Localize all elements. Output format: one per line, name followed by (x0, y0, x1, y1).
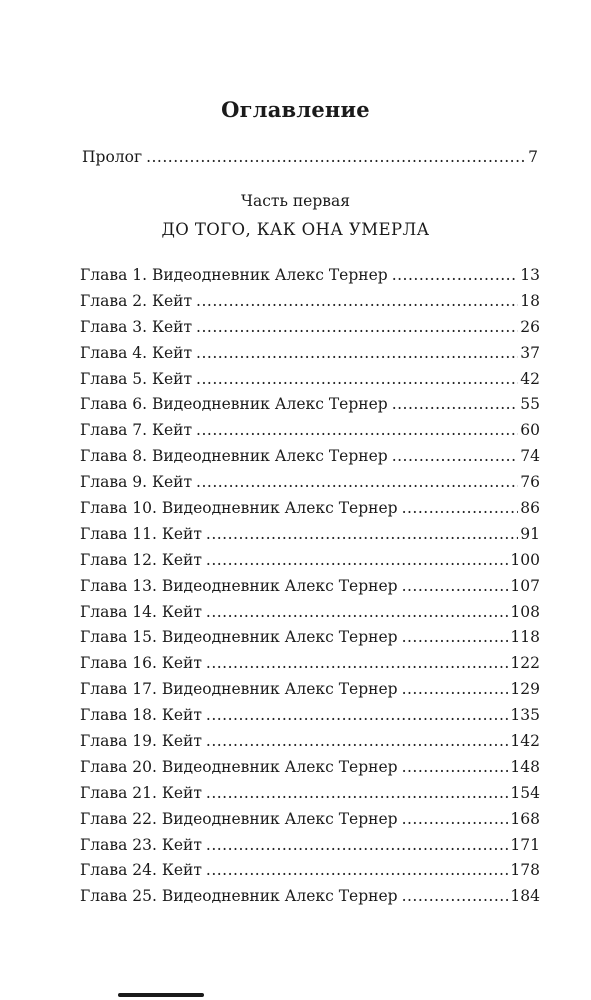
dot-leader (392, 446, 519, 466)
dot-leader (196, 343, 518, 363)
entry-page-number: 135 (510, 706, 540, 725)
entry-page-number: 42 (520, 369, 540, 388)
entry-label: Глава 5. Кейт (80, 369, 193, 388)
dot-leader (206, 783, 509, 803)
toc-entry (80, 627, 540, 653)
toc-entry (80, 472, 540, 498)
page-title: Оглавление (221, 97, 370, 122)
dot-leader (206, 524, 518, 544)
dot-leader (206, 705, 509, 725)
entry-label: Глава 6. Видеодневник Алекс Тернер (80, 395, 388, 414)
entry-page-number: 74 (520, 447, 540, 466)
toc-entry (80, 394, 540, 420)
entry-page-number: 108 (510, 602, 540, 621)
dot-leader (402, 809, 509, 829)
entry-page-number: 178 (510, 861, 540, 880)
dot-leader (402, 757, 509, 777)
toc-entry (80, 369, 540, 395)
chapter-list (80, 265, 540, 912)
toc-entry (80, 835, 540, 861)
entry-label: Глава 17. Видеодневник Алекс Тернер (80, 680, 398, 699)
toc-entry (80, 550, 540, 576)
toc-entry (80, 291, 540, 317)
dot-leader (392, 265, 519, 285)
entry-page-number: 168 (510, 809, 540, 828)
entry-label: Глава 4. Кейт (80, 343, 193, 362)
entry-label: Глава 14. Кейт (80, 602, 202, 621)
entry-label: Глава 24. Кейт (80, 861, 202, 880)
entry-label: Глава 9. Кейт (80, 473, 193, 492)
entry-label: Глава 7. Кейт (80, 421, 193, 440)
toc-entry (80, 576, 540, 602)
entry-label: Глава 3. Кейт (80, 317, 193, 336)
entry-label: Глава 10. Видеодневник Алекс Тернер (80, 499, 398, 518)
dot-leader (402, 627, 509, 647)
entry-label: Глава 25. Видеодневник Алекс Тернер (80, 887, 398, 906)
dot-leader (206, 550, 509, 570)
entry-page-number: 129 (510, 680, 540, 699)
entry-label: Глава 23. Кейт (80, 835, 202, 854)
dot-leader (402, 886, 509, 906)
entry-page-number: 55 (520, 395, 540, 414)
entry-page-number: 148 (510, 757, 540, 776)
dot-leader (196, 369, 518, 389)
entry-page-number: 184 (510, 887, 540, 906)
entry-label: Глава 12. Кейт (80, 550, 202, 569)
toc-entry (80, 446, 540, 472)
dot-leader (196, 317, 518, 337)
entry-page-number: 122 (510, 654, 540, 673)
dot-leader (206, 653, 509, 673)
entry-label: Глава 19. Кейт (80, 732, 202, 751)
entry-page-number: 171 (510, 835, 540, 854)
toc-entry (80, 731, 540, 757)
entry-page-number: 7 (528, 148, 538, 166)
dot-leader (402, 498, 519, 518)
dot-leader (206, 602, 509, 622)
part-title: ДО ТОГО, КАК ОНА УМЕРЛА (161, 220, 430, 239)
page-edge-mark (118, 993, 204, 997)
entry-page-number: 60 (520, 421, 540, 440)
toc-entry (80, 653, 540, 679)
entry-page-number: 76 (520, 473, 540, 492)
toc-entry (80, 886, 540, 912)
part-label: Часть первая (240, 192, 350, 210)
entry-label: Глава 8. Видеодневник Алекс Тернер (80, 447, 388, 466)
entry-label: Глава 2. Кейт (80, 291, 193, 310)
toc-entry (80, 860, 540, 886)
toc-entry (80, 265, 540, 291)
entry-page-number: 154 (510, 783, 540, 802)
dot-leader (196, 472, 518, 492)
toc-entry (80, 602, 540, 628)
entry-label: Глава 1. Видеодневник Алекс Тернер (80, 266, 388, 284)
dot-leader (402, 576, 509, 596)
entry-label: Глава 22. Видеодневник Алекс Тернер (80, 809, 398, 828)
entry-label: Глава 15. Видеодневник Алекс Тернер (80, 628, 398, 647)
toc-entry (80, 420, 540, 446)
toc-entry (80, 343, 540, 369)
entry-page-number: 107 (510, 576, 540, 595)
entry-page-number: 100 (510, 550, 540, 569)
entry-page-number: 118 (510, 628, 540, 647)
entry-label: Глава 20. Видеодневник Алекс Тернер (80, 757, 398, 776)
dot-leader (392, 394, 519, 414)
entry-label: Глава 16. Кейт (80, 654, 202, 673)
dot-leader (146, 147, 526, 167)
toc-entry (80, 783, 540, 809)
entry-page-number: 37 (520, 343, 540, 362)
toc-entry (80, 498, 540, 524)
dot-leader (196, 420, 518, 440)
entry-page-number: 13 (520, 266, 540, 284)
dot-leader (206, 731, 509, 751)
toc-entry (80, 679, 540, 705)
dot-leader (196, 291, 518, 311)
toc-entry-prologue (82, 147, 538, 167)
entry-label: Глава 11. Кейт (80, 524, 202, 543)
entry-page-number: 26 (520, 317, 540, 336)
entry-page-number: 142 (510, 732, 540, 751)
entry-label: Глава 18. Кейт (80, 706, 202, 725)
entry-page-number: 18 (520, 291, 540, 310)
dot-leader (206, 835, 509, 855)
entry-label: Глава 21. Кейт (80, 783, 202, 802)
dot-leader (206, 860, 509, 880)
toc-entry (80, 809, 540, 835)
toc-entry (80, 757, 540, 783)
toc-entry (80, 524, 540, 550)
toc-entry (80, 317, 540, 343)
dot-leader (402, 679, 509, 699)
entry-page-number: 86 (520, 499, 540, 518)
entry-label: Глава 13. Видеодневник Алекс Тернер (80, 576, 398, 595)
toc-entry (80, 705, 540, 731)
entry-page-number: 91 (520, 524, 540, 543)
entry-label: Пролог (82, 148, 143, 166)
